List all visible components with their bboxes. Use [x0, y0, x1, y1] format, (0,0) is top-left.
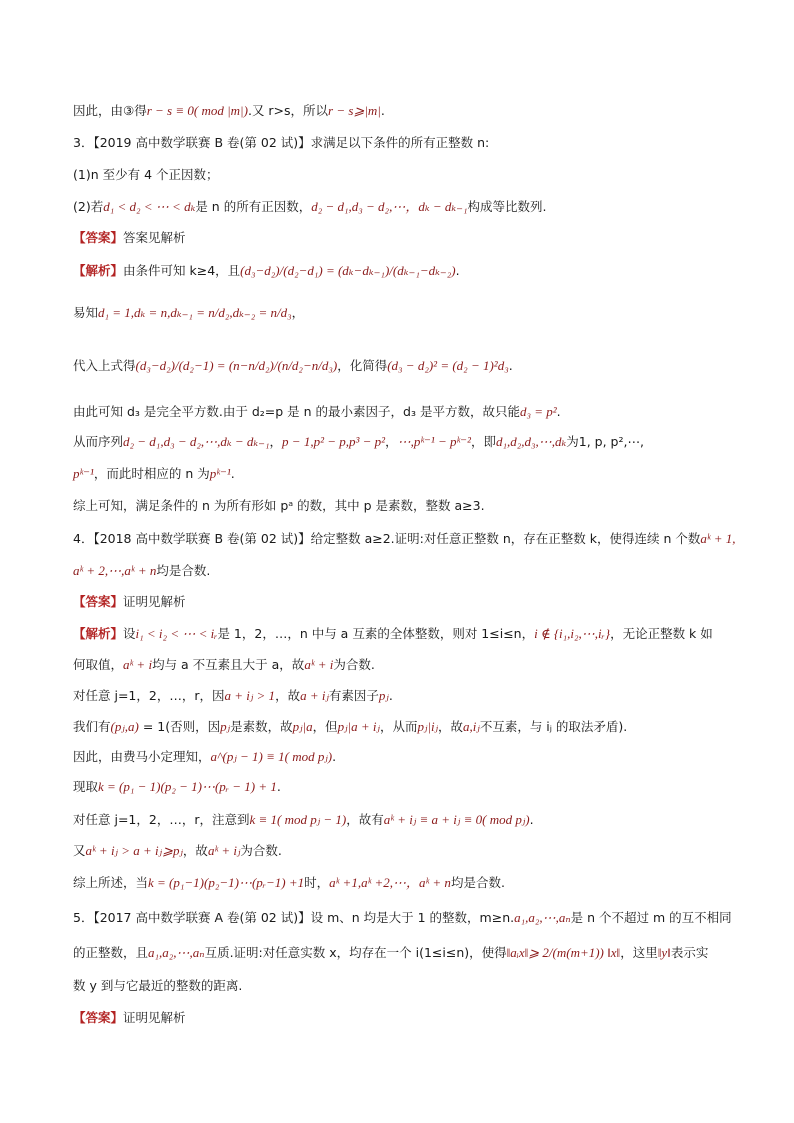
text: 时，: [304, 875, 330, 890]
answer-line: [73, 1010, 186, 1026]
formula: aᵏ + iⱼ ≡ a + iⱼ ≡ 0( mod pⱼ): [383, 812, 530, 827]
text: 是 n 的所有正因数，: [195, 199, 312, 214]
formula: a₁,a₂,⋯,aₙ: [514, 910, 571, 925]
text: 设: [123, 626, 136, 641]
text: 有素因子: [328, 688, 379, 703]
text-line: [73, 843, 282, 859]
formula: d₁ = 1,dₖ = n,dₖ₋₁ = n/d₂,dₖ₋₂ = n/d₃: [98, 305, 292, 320]
text-line: [73, 167, 219, 183]
text: 均是合数.: [156, 563, 211, 578]
text: .: [388, 688, 393, 703]
text: ，: [291, 305, 305, 320]
formula: (d₃−d₂)/(d₂−1) = (n−n/d₂)/(n/d₂−n/d₃): [135, 358, 338, 373]
text: 是 n 个不超过 m 的互不相同: [570, 910, 732, 925]
text: 易知: [73, 305, 99, 320]
answer-tag: 【答案】: [73, 594, 124, 609]
formula: aᵏ + 2,⋯,aᵏ + n: [73, 563, 157, 578]
formula: aᵏ + 1,: [700, 531, 736, 546]
text-line: [73, 812, 534, 828]
text-line: [73, 199, 546, 215]
answer-line: [73, 230, 186, 246]
text: ，但: [312, 719, 338, 734]
text: 由此可知 d₃ 是完全平方数.由于 d₂=p 是 n 的最小素因子，d₃ 是平方数，故只能: [73, 404, 520, 419]
text-line: [73, 779, 281, 795]
text: 4．【2018 高中数学联赛 B 卷(第 02 试)】给定整数 a≥2.证明:对任意正整数 n，存在正整数 k，使得连续 n 个数: [73, 531, 701, 546]
text: 综上所述，当: [73, 875, 149, 890]
text: .: [380, 103, 385, 118]
text: ，而此时相应的 n 为: [93, 466, 210, 481]
formula: d₁ < d₂ < ⋯ < dₖ: [103, 199, 196, 214]
formula: k = (p₁ − 1)(p₂ − 1)⋯(pᵣ − 1) + 1: [98, 779, 277, 794]
formula: r − s ≡ 0( mod |m|): [146, 103, 248, 118]
answer-tag: 【答案】: [73, 1010, 124, 1025]
text: .: [332, 749, 337, 764]
text: 因此，由③得: [73, 103, 147, 118]
text: (2)若: [73, 199, 104, 214]
problem-3-title: [73, 135, 489, 151]
text: 从而序列: [73, 434, 124, 449]
formula: d₂ − d₁,d₃ − d₂,⋯,dₖ − dₖ₋₁: [123, 434, 270, 449]
formula: ‖aᵢx‖⩾ 2/(m(m+1)) ‖x‖: [506, 945, 621, 960]
formula: aᵏ + i: [123, 657, 153, 672]
text: ，无论正整数 k 如: [610, 626, 713, 641]
formula: d₂ − d₁,d₃ − d₂,⋯，dₖ − dₖ₋₁: [311, 199, 468, 214]
text: ，故: [182, 843, 208, 858]
text: ，故有: [346, 812, 384, 827]
formula: pⱼ: [378, 688, 389, 703]
text: 互质.证明:对任意实数 x，均存在一个 i(1≤i≤n)，使得: [204, 945, 507, 960]
text-line: [73, 305, 304, 321]
text: 构成等比数列.: [467, 199, 547, 214]
text: 为合数.: [240, 843, 282, 858]
text: 由条件可知 k≥4，且: [123, 263, 241, 278]
text-line: [73, 358, 513, 374]
text: 对任意 j=1，2，…，r，注意到: [73, 812, 250, 827]
text: .: [529, 812, 534, 827]
formula: aᵏ + i: [304, 657, 334, 672]
text: 为合数.: [333, 657, 375, 672]
text-line: [73, 749, 336, 765]
text: 均与 a 不互素且大于 a，故: [152, 657, 305, 672]
text: ，: [269, 434, 283, 449]
text: .: [508, 358, 513, 373]
text-line: [73, 978, 242, 994]
formula: (pⱼ,a): [110, 719, 139, 734]
text: 5．【2017 高中数学联赛 A 卷(第 02 试)】设 m、n 均是大于 1 的整数，m≥n.: [73, 910, 515, 925]
text: 为1, p, p²,⋯,: [566, 434, 644, 449]
formula: a₁,a₂,⋯,aₙ: [148, 945, 205, 960]
text: (1)n 至少有 4 个正因数；: [73, 167, 219, 182]
text: .: [276, 779, 281, 794]
formula: a + iⱼ: [300, 688, 329, 703]
text: ，故: [438, 719, 464, 734]
text: 均是合数.: [450, 875, 505, 890]
formula: aᵏ + iⱼ: [207, 843, 241, 858]
text: 证明见解析: [123, 1010, 186, 1025]
formula: k = (p₁−1)(p₂−1)⋯(pᵣ−1) +1: [148, 875, 305, 890]
answer-line: [73, 594, 186, 610]
text-line: [73, 434, 644, 450]
text-line: [73, 466, 235, 482]
analysis-tag: 【解析】: [73, 626, 124, 641]
text-line: [73, 719, 627, 735]
text: ，从而: [379, 719, 418, 734]
formula: pⱼ|a + iⱼ: [337, 719, 380, 734]
formula: r − s⩾|m|: [328, 103, 381, 118]
text: ，这里: [620, 945, 658, 960]
text-line: [73, 498, 485, 514]
formula: i ∉ {i₁,i₂,⋯,iᵣ}: [534, 626, 611, 641]
problem-5-title: [73, 910, 732, 926]
formula: pᵏ⁻¹: [209, 466, 231, 481]
problem-4-title: [73, 531, 736, 547]
text: .: [230, 466, 235, 481]
analysis-tag: 【解析】: [73, 263, 124, 278]
text: ，: [385, 434, 398, 449]
formula: pⱼ|iⱼ: [417, 719, 439, 734]
formula: pᵏ⁻¹: [73, 466, 94, 481]
analysis-line: [73, 263, 460, 279]
formula: i₁ < i₂ < ⋯ < iᵣ: [135, 626, 218, 641]
text-line: [73, 657, 375, 673]
text: 代入上式得: [73, 358, 136, 373]
formula: d₁,d₂,d₃,⋯,dₖ: [495, 434, 567, 449]
formula: ‖y‖: [657, 945, 671, 960]
text: 的正整数，且: [73, 945, 149, 960]
text: 3．【2019 高中数学联赛 B 卷(第 02 试)】求满足以下条件的所有正整数 n:: [73, 135, 490, 150]
text-line: [73, 875, 505, 891]
answer-tag: 【答案】: [73, 230, 124, 245]
text-line: [73, 688, 393, 704]
text: .: [556, 404, 561, 419]
text: 我们有: [73, 719, 111, 734]
text: = 1(否则，因: [138, 719, 221, 734]
text: 不互素，与 iⱼ 的取法矛盾).: [479, 719, 628, 734]
formula: d₃ = p²: [519, 404, 557, 419]
text: 何取值，: [73, 657, 124, 672]
formula: a^(pⱼ − 1) ≡ 1( mod pⱼ): [210, 749, 333, 764]
text-line: [73, 563, 210, 579]
formula: p − 1,p² − p,p³ − p²: [282, 434, 386, 449]
text: 因此，由费马小定理知，: [73, 749, 211, 764]
text: 现取: [73, 779, 99, 794]
text: 又: [73, 843, 86, 858]
text: .: [455, 263, 460, 278]
text: ，即: [470, 434, 496, 449]
text: ，故: [275, 688, 301, 703]
formula: (d₃−d₂)/(d₂−d₁) = (dₖ−dₖ₋₁)/(dₖ₋₁−dₖ₋₂): [240, 263, 456, 278]
formula: aᵏ + iⱼ > a + iⱼ⩾pⱼ: [85, 843, 183, 858]
formula: aᵏ +1,aᵏ +2,⋯，aᵏ + n: [329, 875, 451, 890]
text: 证明见解析: [123, 594, 186, 609]
text: ，化简得: [337, 358, 388, 373]
formula: k ≡ 1( mod pⱼ − 1): [249, 812, 347, 827]
text: 答案见解析: [123, 230, 186, 245]
formula: pⱼ: [220, 719, 231, 734]
text: 对任意 j=1，2，…，r，因: [73, 688, 225, 703]
formula: pⱼ|a: [292, 719, 313, 734]
text-line: [73, 103, 385, 119]
text: 表示实: [670, 945, 709, 960]
analysis-line: [73, 626, 713, 642]
formula: a + iⱼ > 1: [224, 688, 276, 703]
text: 综上可知，满足条件的 n 为所有形如 pᵃ 的数，其中 p 是素数，整数 a≥3.: [73, 498, 485, 513]
text-line: [73, 945, 708, 961]
text: .又 r>s，所以: [247, 103, 329, 118]
formula: a,iⱼ: [463, 719, 480, 734]
text: 是素数，故: [230, 719, 293, 734]
text-line: [73, 404, 561, 420]
formula: (d₃ − d₂)² = (d₂ − 1)²d₃: [387, 358, 509, 373]
text: 是 1，2，…，n 中与 a 互素的全体整数，则对 1≤i≤n，: [217, 626, 535, 641]
formula: ⋯,pᵏ⁻¹ − pᵏ⁻²: [397, 434, 471, 449]
text: 数 y 到与它最近的整数的距离.: [73, 978, 243, 993]
